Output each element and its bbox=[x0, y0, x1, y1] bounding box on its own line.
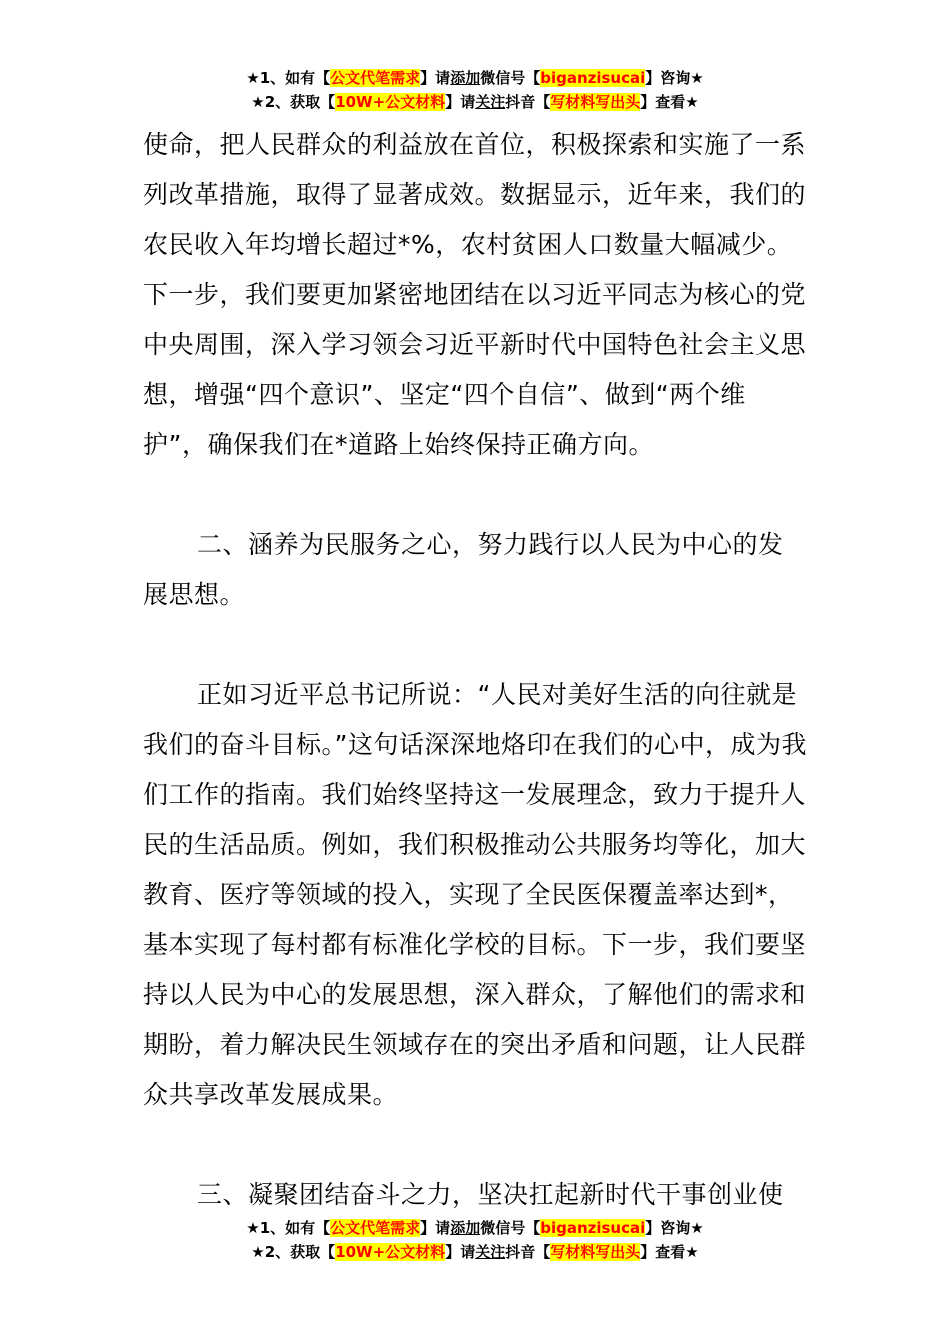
banner-text: ★1、如有【 bbox=[246, 1219, 331, 1237]
banner-underlined-text: 关注 bbox=[475, 1243, 506, 1261]
banner-text: 】请 bbox=[420, 69, 451, 87]
banner-text: 】查看★ bbox=[640, 93, 699, 111]
banner-line-2 bbox=[0, 1240, 950, 1264]
section-heading-3: 三、凝聚团结奋斗之力，坚决扛起新时代干事创业使 bbox=[197, 1180, 784, 1209]
banner-text: 抖音【 bbox=[505, 93, 551, 111]
highlight-service: 公文代笔需求 bbox=[330, 1219, 421, 1237]
paragraph-2: 正如习近平总书记所说：“人民对美好生活的向往就是我们的奋斗目标。”这句话深深地烙印在我们的心中，成为我们工作的指南。我们始终坚持这一发展理念，致力于提升人民的生活品质。例如，我们积极推动公共服务均等化，加大教育、医疗等领域的投入，实现了全民医保覆盖率达到*，基本实现了每村都有标准化学校的目标。下一步，我们要坚持以人民为中心的发展思想，深入群众，了解他们的需求和期盼，着力解决民生领域存在的突出矛盾和问题，让人民群众共享改革发展成果。 bbox=[143, 680, 807, 1109]
highlight-service: 公文代笔需求 bbox=[330, 69, 421, 87]
banner-text: 】咨询★ bbox=[645, 1219, 704, 1237]
banner-text: 微信号【 bbox=[480, 69, 541, 87]
banner-text: 抖音【 bbox=[505, 1243, 551, 1261]
banner-text: 微信号【 bbox=[480, 1219, 541, 1237]
paragraph-gap bbox=[143, 1120, 807, 1170]
banner-text: 】查看★ bbox=[640, 1243, 699, 1261]
paragraph-1: 使命，把人民群众的利益放在首位，积极探索和实施了一系列改革措施，取得了显著成效。数据显示，近年来，我们的农民收入年均增长超过*%，农村贫困人口数量大幅减少。下一步，我们要更加紧密地团结在以习近平同志为核心的党中央周围，深入学习领会习近平新时代中国特色社会主义思想，增强“四个意识”、坚定“四个自信”、做到“两个维护”，确保我们在*道路上始终保持正确方向。 bbox=[143, 130, 807, 459]
banner-text: ★1、如有【 bbox=[246, 69, 331, 87]
banner-line-1 bbox=[0, 1216, 950, 1240]
banner-underlined-text: 关注 bbox=[475, 93, 506, 111]
top-banner bbox=[0, 66, 950, 114]
bottom-banner bbox=[0, 1216, 950, 1264]
banner-text: 】请 bbox=[420, 1219, 451, 1237]
banner-text: 】咨询★ bbox=[645, 69, 704, 87]
highlight-douyin-id: 写材料写出头 bbox=[550, 1243, 641, 1261]
highlight-wechat-id: biganzisucai bbox=[540, 69, 646, 87]
banner-text: 】请 bbox=[445, 1243, 476, 1261]
document-body bbox=[143, 120, 807, 1220]
banner-line-1 bbox=[0, 66, 950, 90]
banner-underlined-text: 添加 bbox=[450, 1219, 481, 1237]
highlight-wechat-id: biganzisucai bbox=[540, 1219, 646, 1237]
paragraph-gap bbox=[143, 620, 807, 670]
highlight-materials: 10W+公文材料 bbox=[335, 1243, 446, 1261]
highlight-materials: 10W+公文材料 bbox=[335, 93, 446, 111]
banner-underlined-text: 添加 bbox=[450, 69, 481, 87]
banner-text: ★2、获取【 bbox=[251, 1243, 336, 1261]
banner-text: ★2、获取【 bbox=[251, 93, 336, 111]
paragraph-gap bbox=[143, 470, 807, 520]
banner-line-2 bbox=[0, 90, 950, 114]
section-heading-2: 二、涵养为民服务之心，努力践行以人民为中心的发展思想。 bbox=[143, 530, 784, 609]
highlight-douyin-id: 写材料写出头 bbox=[550, 93, 641, 111]
banner-text: 】请 bbox=[445, 93, 476, 111]
